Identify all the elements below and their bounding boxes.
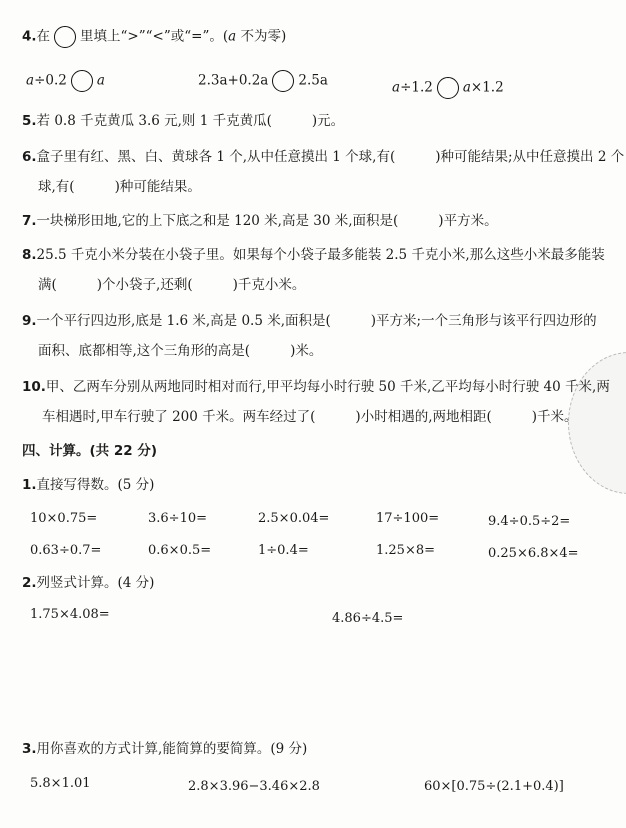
- question-7: 7.一块梯形田地,它的上下底之和是 120 米,高是 30 米,面积是( )平方米。: [22, 213, 498, 229]
- answer-circle[interactable]: [272, 70, 294, 92]
- question-5: 5.若 0.8 千克黄瓜 3.6 元,则 1 千克黄瓜( )元。: [22, 113, 345, 129]
- calc-1-row1-item-5: 9.4÷0.5÷2=: [488, 514, 571, 529]
- calc-1-row1-item-1: 10×0.75=: [30, 511, 98, 526]
- question-9-line-2: 面积、底都相等,这个三角形的高是( )米。: [38, 343, 323, 359]
- question-8-line-2: 满( )个小袋子,还剩( )千克小米。: [38, 277, 306, 293]
- calc-1-row2-item-2: 0.6×0.5=: [148, 543, 212, 558]
- question-10-line-1: 10.甲、乙两车分别从两地同时相对而行,甲平均每小时行驶 50 千米,乙平均每小时行驶 40 千米,两: [22, 379, 610, 395]
- calc-1-title: 1.直接写得数。(5 分): [22, 477, 155, 493]
- calc-1-row2-item-4: 1.25×8=: [376, 543, 436, 558]
- answer-circle[interactable]: [437, 77, 459, 99]
- calc-1-row1-item-2: 3.6÷10=: [148, 511, 208, 526]
- question-6-line-1: 6.盒子里有红、黑、白、黄球各 1 个,从中任意摸出 1 个球,有( )种可能结果;从中任意摸出 2 个: [22, 149, 625, 165]
- calc-1-row1-item-3: 2.5×0.04=: [258, 511, 330, 526]
- question-9-line-1: 9.一个平行四边形,底是 1.6 米,高是 0.5 米,面积是( )平方米;一个三角形与该平行四边形的: [22, 313, 597, 329]
- calc-1-row2-item-5: 0.25×6.8×4=: [488, 546, 579, 561]
- compare-item-3: a÷1.2 a×1.2: [392, 77, 504, 99]
- compare-item-2: 2.3a+0.2a 2.5a: [198, 70, 328, 92]
- calc-1-row2-item-3: 1÷0.4=: [258, 543, 309, 558]
- calc-3-title: 3.用你喜欢的方式计算,能简算的要简算。(9 分): [22, 741, 308, 757]
- calc-2-title: 2.列竖式计算。(4 分): [22, 575, 155, 591]
- question-8-line-1: 8.25.5 千克小米分装在小袋子里。如果每个小袋子最多能装 2.5 千克小米,那么这些小米最多能装: [22, 247, 605, 263]
- section-4-title: 四、计算。(共 22 分): [22, 443, 158, 459]
- calc-3-item-1: 5.8×1.01: [30, 776, 91, 791]
- calc-1-row2-item-1: 0.63÷0.7=: [30, 543, 102, 558]
- calc-2-item-1: 1.75×4.08=: [30, 607, 110, 622]
- calc-3-item-2: 2.8×3.96−3.46×2.8: [188, 779, 320, 794]
- calc-2-item-2: 4.86÷4.5=: [332, 611, 404, 626]
- question-4: 4.在 里填上“>”“<”或“=”。(a 不为零): [22, 26, 286, 48]
- answer-circle[interactable]: [71, 70, 93, 92]
- calc-3-item-3: 60×[0.75÷(2.1+0.4)]: [424, 779, 564, 794]
- question-6-line-2: 球,有( )种可能结果。: [38, 179, 201, 195]
- answer-circle[interactable]: [54, 26, 76, 48]
- question-10-line-2: 车相遇时,甲车行驶了 200 千米。两车经过了( )小时相遇的,两地相距( )千米。: [42, 409, 578, 425]
- calc-1-row1-item-4: 17÷100=: [376, 511, 440, 526]
- compare-item-1: a÷0.2 a: [26, 70, 105, 92]
